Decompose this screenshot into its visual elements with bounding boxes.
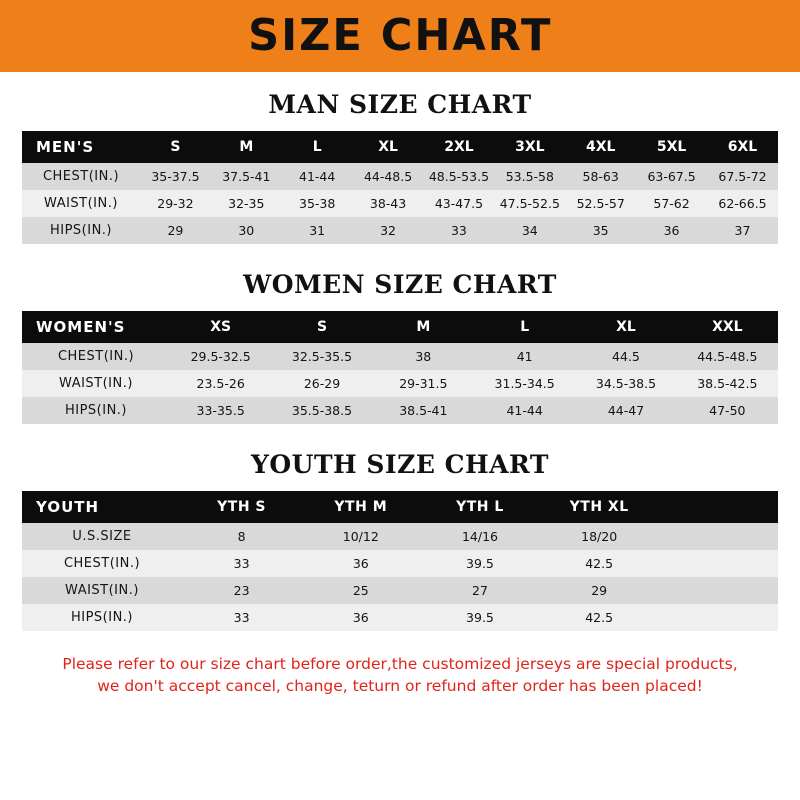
cell: 35 — [565, 217, 636, 244]
women-col-xxl: XXL — [677, 311, 778, 343]
cell: 32.5-35.5 — [271, 343, 372, 370]
cell: 31.5-34.5 — [474, 370, 575, 397]
men-row-label-hips: HIPS(IN.) — [22, 217, 140, 244]
cell: 62-66.5 — [707, 190, 778, 217]
cell: 57-62 — [636, 190, 707, 217]
cell: 37.5-41 — [211, 163, 282, 190]
women-row-header: WOMEN'S — [22, 311, 170, 343]
cell: 35-37.5 — [140, 163, 211, 190]
youth-col-xl: YTH XL — [540, 491, 659, 523]
table-row — [22, 550, 778, 577]
footer-note-line-2: we don't accept cancel, change, teturn or refund after order has been placed! — [97, 677, 703, 696]
table-row — [22, 370, 778, 397]
table-header-row — [22, 311, 778, 343]
cell: 42.5 — [540, 604, 659, 631]
cell: 58-63 — [565, 163, 636, 190]
cell: 47.5-52.5 — [494, 190, 565, 217]
table-row — [22, 604, 778, 631]
cell: 33 — [182, 604, 301, 631]
table-row — [22, 523, 778, 550]
cell: 44-48.5 — [353, 163, 424, 190]
cell: 32-35 — [211, 190, 282, 217]
table-row — [22, 217, 778, 244]
men-row-label-waist: WAIST(IN.) — [22, 190, 140, 217]
youth-col-s: YTH S — [182, 491, 301, 523]
table-row — [22, 577, 778, 604]
table-row — [22, 163, 778, 190]
cell: 23 — [182, 577, 301, 604]
cell: 27 — [420, 577, 539, 604]
cell: 44.5-48.5 — [677, 343, 778, 370]
cell: 63-67.5 — [636, 163, 707, 190]
cell: 34.5-38.5 — [575, 370, 676, 397]
women-col-xs: XS — [170, 311, 271, 343]
cell: 53.5-58 — [494, 163, 565, 190]
cell: 47-50 — [677, 397, 778, 424]
table-header-row — [22, 491, 778, 523]
men-col-4xl: 4XL — [565, 131, 636, 163]
youth-col-m: YTH M — [301, 491, 420, 523]
cell: 39.5 — [420, 604, 539, 631]
men-row-header: MEN'S — [22, 131, 140, 163]
cell: 33-35.5 — [170, 397, 271, 424]
cell: 18/20 — [540, 523, 659, 550]
cell: 35.5-38.5 — [271, 397, 372, 424]
cell-spacer — [659, 577, 778, 604]
page-title: SIZE CHART — [247, 10, 553, 61]
men-col-5xl: 5XL — [636, 131, 707, 163]
footer-note-line-1: Please refer to our size chart before order,the customized jerseys are special products, — [62, 655, 738, 673]
section-title-men: MAN SIZE CHART — [268, 90, 532, 119]
cell: 44-47 — [575, 397, 676, 424]
cell: 35-38 — [282, 190, 353, 217]
women-row-label-chest: CHEST(IN.) — [22, 343, 170, 370]
cell: 48.5-53.5 — [424, 163, 495, 190]
youth-row-label-waist: WAIST(IN.) — [22, 577, 182, 604]
cell-spacer — [659, 523, 778, 550]
women-col-m: M — [373, 311, 474, 343]
cell: 26-29 — [271, 370, 372, 397]
youth-col-spacer — [659, 491, 778, 523]
men-col-l: L — [282, 131, 353, 163]
cell: 52.5-57 — [565, 190, 636, 217]
cell: 29 — [540, 577, 659, 604]
women-size-table — [22, 311, 778, 424]
youth-row-label-chest: CHEST(IN.) — [22, 550, 182, 577]
men-col-3xl: 3XL — [494, 131, 565, 163]
cell: 38.5-42.5 — [677, 370, 778, 397]
section-title-women: WOMEN SIZE CHART — [243, 270, 557, 299]
section-title-youth: YOUTH SIZE CHART — [251, 450, 549, 479]
cell: 36 — [301, 550, 420, 577]
cell: 30 — [211, 217, 282, 244]
men-col-2xl: 2XL — [424, 131, 495, 163]
youth-row-label-hips: HIPS(IN.) — [22, 604, 182, 631]
cell: 41 — [474, 343, 575, 370]
cell-spacer — [659, 550, 778, 577]
cell: 42.5 — [540, 550, 659, 577]
women-col-s: S — [271, 311, 372, 343]
cell: 14/16 — [420, 523, 539, 550]
table-header-row — [22, 131, 778, 163]
cell: 38-43 — [353, 190, 424, 217]
table-row — [22, 190, 778, 217]
table-row — [22, 397, 778, 424]
cell: 33 — [182, 550, 301, 577]
men-col-s: S — [140, 131, 211, 163]
cell: 10/12 — [301, 523, 420, 550]
content — [0, 90, 800, 698]
cell: 39.5 — [420, 550, 539, 577]
cell: 29.5-32.5 — [170, 343, 271, 370]
cell: 43-47.5 — [424, 190, 495, 217]
cell: 34 — [494, 217, 565, 244]
cell: 29 — [140, 217, 211, 244]
table-row — [22, 343, 778, 370]
men-row-label-chest: CHEST(IN.) — [22, 163, 140, 190]
cell: 36 — [636, 217, 707, 244]
men-col-m: M — [211, 131, 282, 163]
cell: 38.5-41 — [373, 397, 474, 424]
cell: 41-44 — [282, 163, 353, 190]
women-row-label-hips: HIPS(IN.) — [22, 397, 170, 424]
cell: 38 — [373, 343, 474, 370]
women-col-l: L — [474, 311, 575, 343]
women-row-label-waist: WAIST(IN.) — [22, 370, 170, 397]
men-size-table — [22, 131, 778, 244]
cell: 25 — [301, 577, 420, 604]
men-col-6xl: 6XL — [707, 131, 778, 163]
cell: 44.5 — [575, 343, 676, 370]
youth-row-header: YOUTH — [22, 491, 182, 523]
youth-row-label-ussize: U.S.SIZE — [22, 523, 182, 550]
cell: 32 — [353, 217, 424, 244]
cell: 8 — [182, 523, 301, 550]
cell: 37 — [707, 217, 778, 244]
cell: 67.5-72 — [707, 163, 778, 190]
cell: 36 — [301, 604, 420, 631]
cell: 29-32 — [140, 190, 211, 217]
youth-col-l: YTH L — [420, 491, 539, 523]
women-col-xl: XL — [575, 311, 676, 343]
cell-spacer — [659, 604, 778, 631]
cell: 23.5-26 — [170, 370, 271, 397]
cell: 31 — [282, 217, 353, 244]
youth-size-table — [22, 491, 778, 631]
footer-note — [22, 653, 778, 698]
cell: 33 — [424, 217, 495, 244]
banner — [0, 0, 800, 72]
men-col-xl: XL — [353, 131, 424, 163]
cell: 41-44 — [474, 397, 575, 424]
cell: 29-31.5 — [373, 370, 474, 397]
